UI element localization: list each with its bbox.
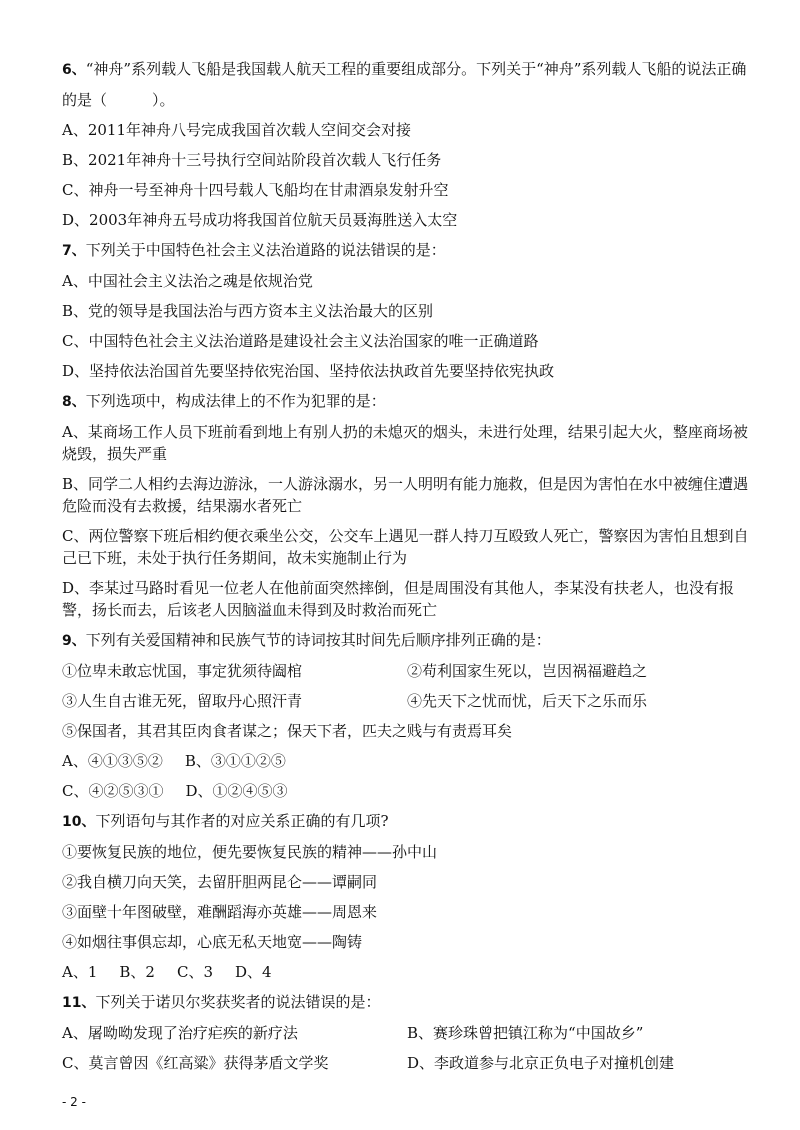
question-text: “神舟”系列载人飞船是我国载人航天工程的重要组成部分。下列关于“神舟”系列载人飞船的说法正确 bbox=[85, 60, 747, 78]
options-row-2 bbox=[62, 780, 752, 802]
question-10-stem bbox=[62, 810, 752, 833]
option-d: D、2003年神舟五号成功将我国首位航天员聂海胜送入太空 bbox=[62, 211, 458, 229]
options-row-2 bbox=[62, 1052, 752, 1074]
option-b: B、同学二人相约去海边游泳，一人游泳溺水，另一人明明有能力施救，但是因为害怕在水中被缠住遭遇危险而没有去救援，结果溺水者死亡 bbox=[62, 475, 749, 515]
poem-item-2: ②苟利国家生死以，岂因祸福避趋之 bbox=[407, 662, 648, 680]
quote-item-4: ④如烟往事俱忘却，心底无私天地宽——陶铸 bbox=[62, 933, 363, 951]
option-d: D、4 bbox=[235, 963, 272, 981]
question-text: 下列语句与其作者的对应关系正确的有几项? bbox=[95, 812, 389, 830]
option-a: A、屠呦呦发现了治疗疟疾的新疗法 bbox=[62, 1024, 298, 1042]
options-row bbox=[62, 961, 752, 983]
question-number: 9、 bbox=[62, 633, 86, 649]
question-9-stem bbox=[62, 629, 752, 652]
option-c: C、3 bbox=[176, 963, 213, 981]
option-d: D、李政道参与北京正负电子对撞机创建 bbox=[407, 1054, 675, 1072]
question-number: 10、 bbox=[62, 814, 96, 830]
question-number: 7、 bbox=[62, 243, 86, 259]
option-a: A、1 bbox=[62, 963, 98, 981]
question-number: 8、 bbox=[62, 394, 86, 410]
option-b: B、赛珍珠曾把镇江称为“中国故乡” bbox=[407, 1024, 644, 1042]
option-d: D、①②④⑤③ bbox=[185, 782, 288, 800]
quote-item-1: ①要恢复民族的地位，便先要恢复民族的精神——孙中山 bbox=[62, 843, 438, 861]
exam-page bbox=[62, 58, 752, 1082]
question-6-stem bbox=[62, 58, 752, 81]
option-a: A、2011年神舟八号完成我国首次载人空间交会对接 bbox=[62, 121, 412, 139]
question-6-stem-cont: 的是（ ）。 bbox=[62, 91, 175, 109]
option-b: B、2 bbox=[119, 963, 155, 981]
question-text: 下列选项中，构成法律上的不作为犯罪的是： bbox=[85, 392, 386, 410]
option-b: B、党的领导是我国法治与西方资本主义法治最大的区别 bbox=[62, 302, 434, 320]
option-c: C、④②⑤③① bbox=[62, 782, 164, 800]
question-text: 下列关于中国特色社会主义法治道路的说法错误的是： bbox=[85, 241, 446, 259]
poem-row-2 bbox=[62, 690, 752, 712]
question-text: 下列有关爱国精神和民族气节的诗词按其时间先后顺序排列正确的是： bbox=[85, 631, 551, 649]
option-d: D、坚持依法治国首先要坚持依宪治国、坚持依法执政首先要坚持依宪执政 bbox=[62, 362, 555, 380]
options-row-1 bbox=[62, 750, 752, 772]
option-a: A、④①③⑤② bbox=[62, 752, 163, 770]
option-d: D、李某过马路时看见一位老人在他前面突然摔倒，但是周围没有其他人，李某没有扶老人，也没有报警，扬长而去，后该老人因脑溢血未得到及时救治而死亡 bbox=[62, 579, 735, 619]
poem-item-3: ③人生自古谁无死，留取丹心照汗青 bbox=[62, 692, 303, 710]
poem-item-4: ④先天下之忧而忧，后天下之乐而乐 bbox=[407, 692, 648, 710]
question-7-stem bbox=[62, 239, 752, 262]
quote-item-3: ③面壁十年图破壁，难酬蹈海亦英雄——周恩来 bbox=[62, 903, 378, 921]
question-number: 11、 bbox=[62, 995, 96, 1011]
option-b: B、③①①②⑤ bbox=[184, 752, 286, 770]
question-number: 6、 bbox=[62, 62, 86, 78]
option-c: C、两位警察下班后相约便衣乘坐公交，公交车上遇见一群人持刀互殴致人死亡，警察因为害怕且想到自己已下班，未处于执行任务期间，故未实施制止行为 bbox=[62, 527, 749, 567]
question-11-stem bbox=[62, 991, 752, 1014]
poem-item-1: ①位卑未敢忘忧国，事定犹须待阖棺 bbox=[62, 662, 303, 680]
question-text: 下列关于诺贝尔奖获奖者的说法错误的是： bbox=[95, 993, 381, 1011]
option-c: C、中国特色社会主义法治道路是建设社会主义法治国家的唯一正确道路 bbox=[62, 332, 539, 350]
page-number: - 2 - bbox=[62, 1095, 86, 1109]
option-c: C、莫言曾因《红高粱》获得茅盾文学奖 bbox=[62, 1054, 329, 1072]
option-b: B、2021年神舟十三号执行空间站阶段首次载人飞行任务 bbox=[62, 151, 442, 169]
option-a: A、某商场工作人员下班前看到地上有别人扔的未熄灭的烟头，未进行处理，结果引起大火，整座商场被烧毁，损失严重 bbox=[62, 423, 748, 463]
poem-item-5: ⑤保国者，其君其臣肉食者谋之；保天下者，匹夫之贱与有责焉耳矣 bbox=[62, 722, 513, 740]
option-c: C、神舟一号至神舟十四号载人飞船均在甘肃酒泉发射升空 bbox=[62, 181, 449, 199]
options-row-1 bbox=[62, 1022, 752, 1044]
question-8-stem bbox=[62, 390, 752, 413]
poem-row-1 bbox=[62, 660, 752, 682]
quote-item-2: ②我自横刀向天笑，去留肝胆两昆仑——谭嗣同 bbox=[62, 873, 378, 891]
option-a: A、中国社会主义法治之魂是依规治党 bbox=[62, 272, 313, 290]
